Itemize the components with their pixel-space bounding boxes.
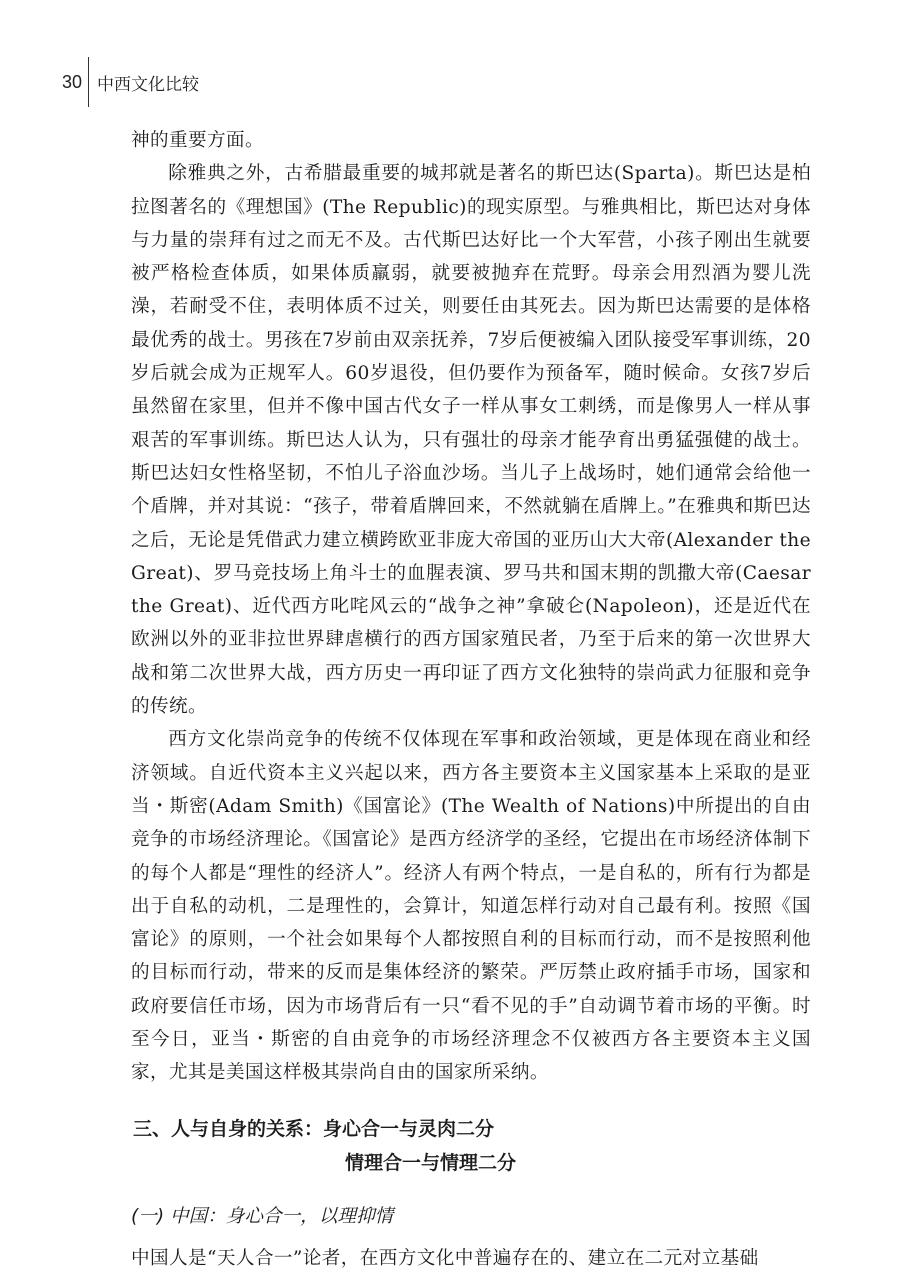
section-heading-line2: 情理合一与情理二分: [345, 1151, 517, 1174]
page-body: [131, 124, 811, 1275]
paragraph-sparta: 除雅典之外，古希腊最重要的城邦就是著名的斯巴达(Sparta)。斯巴达是柏拉图著名的《理想国》(The Republic)的现实原型。与雅典相比，斯巴达对身体与力量的崇拜有过之而无不及。古代斯巴达好比一个大军营，小孩子刚出生就要被严格检查体质，如果体质羸弱，就要被抛弃在荒野。母亲会用烈酒为婴儿洗澡，若耐受不住，表明体质不过关，则要任由其死去。因为斯巴达需要的是体格最优秀的战士。男孩在7岁前由双亲抚养，7岁后便被编入团队接受军事训练，20岁后就会成为正规军人。60岁退役，但仍要作为预备军，随时候命。女孩7岁后虽然留在家里，但并不像中国古代女子一样从事女工刺绣，而是像男人一样从事艰苦的军事训练。斯巴达人认为，只有强壮的母亲才能孕育出勇猛强健的战士。斯巴达妇女性格坚韧，不怕儿子浴血沙场。当儿子上战场时，她们通常会给他一个盾牌，并对其说：“孩子，带着盾牌回来，不然就躺在盾牌上。”在雅典和斯巴达之后，无论是凭借武力建立横跨欧亚非庞大帝国的亚历山大大帝(Alexander the Great)、罗马竞技场上角斗士的血腥表演、罗马共和国末期的凯撒大帝(Caesar the Great)、近代西方叱咤风云的“战争之神”拿破仑(Napoleon)，还是近代在欧洲以外的亚非拉世界肆虐横行的西方国家殖民者，乃至于后来的第一次世界大战和第二次世界大战，西方历史一再印证了西方文化独特的崇尚武力征服和竞争的传统。: [131, 163, 811, 718]
running-header-title: 中西文化比较: [97, 74, 200, 95]
section-heading-line1: 三、人与自身的关系：身心合一与灵肉二分: [133, 1117, 495, 1140]
subsection-heading: (一) 中国：身心合一，以理抑情: [131, 1205, 394, 1227]
paragraph-continuation: 神的重要方面。: [131, 130, 264, 151]
running-header: [62, 56, 199, 108]
paragraph-last: 中国人是“天人合一”论者，在西方文化中普遍存在的、建立在二元对立基础: [131, 1247, 759, 1269]
paragraph-market-competition: 西方文化崇尚竞争的传统不仅体现在军事和政治领域，更是体现在商业和经济领域。自近代资本主义兴起以来，西方各主要资本主义国家基本上采取的是亚当・斯密(Adam Smith)《国富论》(The Wealth of Nations)中所提出的自由竞争的市场经济理论。《国富论》是西方经济学的圣经，它提出在市场经济体制下的每个人都是“理性的经济人”。经济人有两个特点，一是自私的，所有行为都是出于自私的动机，二是理性的，会算计，知道怎样行动对自己最有利。按照《国富论》的原则，一个社会如果每个人都按照自利的目标而行动，而不是按照利他的目标而行动，带来的反而是集体经济的繁荣。严厉禁止政府插手市场，国家和政府要信任市场，因为市场背后有一只“看不见的手”自动调节着市场的平衡。时至今日，亚当・斯密的自由竞争的市场经济理念不仅被西方各主要资本主义国家，尤其是美国这样极其崇尚自由的国家所采纳。: [131, 729, 811, 1084]
page-number: 30: [62, 71, 83, 92]
section-heading: [131, 1112, 811, 1180]
header-divider: [88, 57, 89, 107]
